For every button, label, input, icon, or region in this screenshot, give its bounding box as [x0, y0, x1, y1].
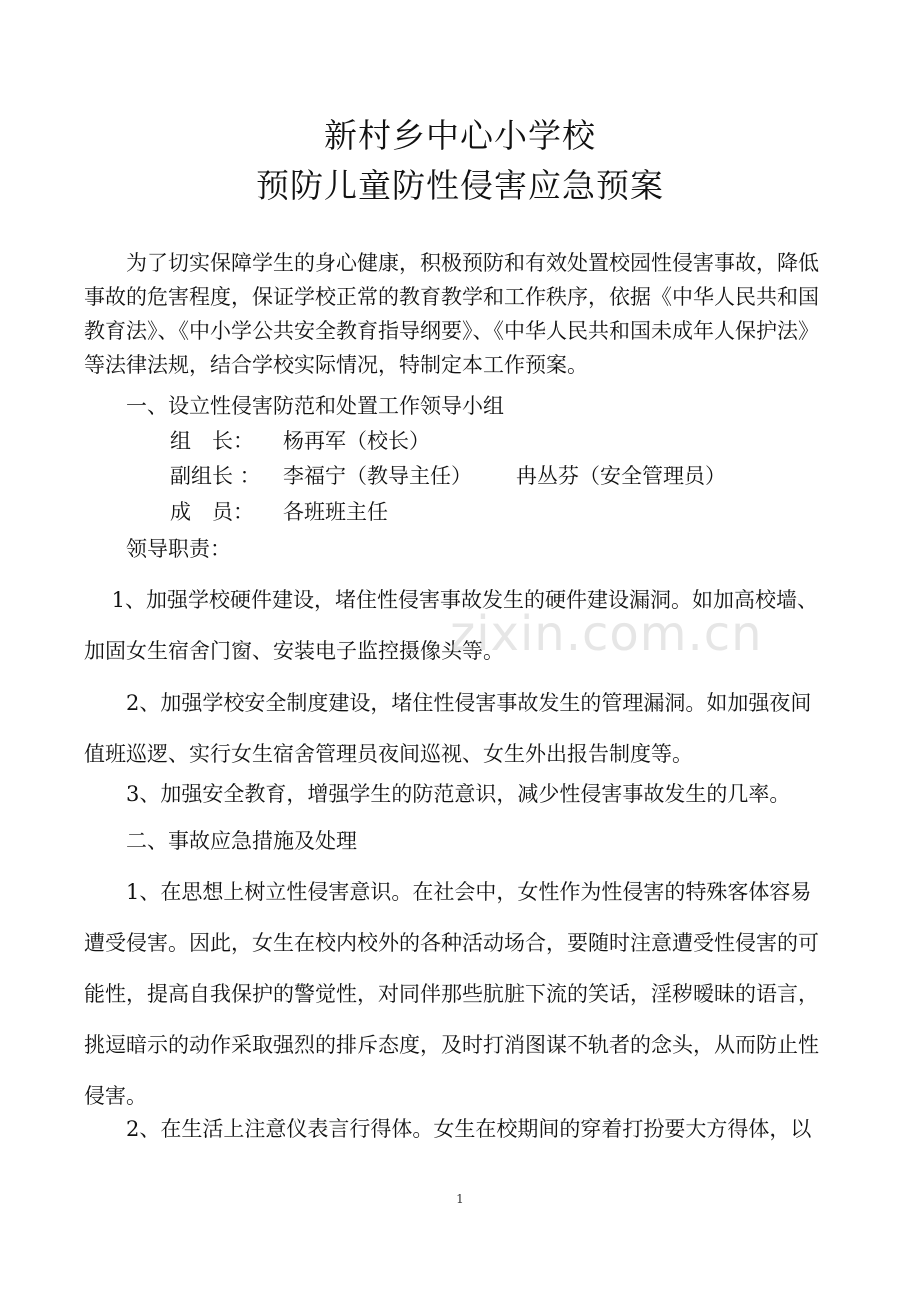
intro-line: 教育法》、《中小学公共安全教育指导纲要》、《中华人民共和国未成年人保护法》	[84, 319, 819, 343]
page-number: 1	[456, 1192, 464, 1206]
measure-1-line: 遭受侵害。因此，女生在校内校外的各种活动场合，要随时注意遭受性侵害的可	[84, 931, 819, 955]
measure-2-line: 2、在生活上注意仪表言行得体。女生在校期间的穿着打扮要大方得体，以	[84, 1117, 812, 1141]
deputy-value-1: 李福宁（教导主任）	[283, 464, 472, 488]
duty-2-line: 2、加强学校安全制度建设，堵住性侵害事故发生的管理漏洞。如加强夜间	[84, 691, 812, 715]
measure-2-paragraph	[84, 1104, 844, 1155]
intro-paragraph	[84, 246, 844, 382]
members-value: 各班班主任	[283, 500, 388, 524]
duty-2-paragraph	[84, 678, 844, 780]
section1-heading-block	[84, 389, 844, 423]
section2-heading-block	[84, 816, 844, 867]
intro-line: 等法律法规，结合学校实际情况，特制定本工作预案。	[84, 353, 588, 377]
measure-1-line: 1、在思想上树立性侵害意识。在社会中，女性作为性侵害的特殊客体容易	[84, 880, 812, 904]
school-name-title: 新村乡中心小学校	[324, 116, 596, 155]
duty-2-line: 值班巡逻、实行女生宿舍管理员夜间巡视、女生外出报告制度等。	[84, 742, 693, 766]
section2-heading: 二、事故应急措施及处理	[84, 829, 357, 853]
intro-line: 事故的危害程度，保证学校正常的教育教学和工作秩序，依据《中华人民共和国	[84, 285, 819, 309]
measure-1-line: 挑逗暗示的动作采取强烈的排斥态度，及时打消图谋不轨者的念头，从而防止性	[84, 1033, 819, 1057]
intro-line: 为了切实保障学生的身心健康，积极预防和有效处置校园性侵害事故，降低	[84, 251, 819, 275]
duty-1-line: 1、加强学校硬件建设，堵住性侵害事故发生的硬件建设漏洞。如加高校墙、	[84, 588, 819, 612]
group-leader-label: 组 长：	[170, 429, 254, 453]
duty-3-paragraph	[84, 769, 844, 820]
deputy-value-2: 冉丛芬（安全管理员）	[516, 464, 726, 488]
duty-1-line: 加固女生宿舍门窗、安装电子监控摄像头等。	[84, 639, 504, 663]
deputy-label: 副组长 ：	[170, 464, 261, 488]
group-leader-value: 杨再军（校长）	[283, 429, 430, 453]
duties-heading-block	[84, 532, 844, 566]
members-label: 成 员：	[170, 500, 254, 524]
measure-1-line: 侵害。	[84, 1084, 147, 1108]
watermark: zixin.com.cn	[450, 606, 763, 662]
measure-1-paragraph	[84, 867, 844, 1122]
section1-heading: 一、设立性侵害防范和处置工作领导小组	[84, 394, 504, 418]
duty-3-line: 3、加强安全教育，增强学生的防范意识，减少性侵害事故发生的几率。	[84, 782, 791, 806]
plan-title: 预防儿童防性侵害应急预案	[256, 166, 664, 205]
duties-heading: 领导职责：	[84, 537, 231, 561]
measure-1-line: 能性，提高自我保护的警觉性，对同伴那些肮脏下流的笑话，淫秽暧昧的语言，	[84, 982, 819, 1006]
